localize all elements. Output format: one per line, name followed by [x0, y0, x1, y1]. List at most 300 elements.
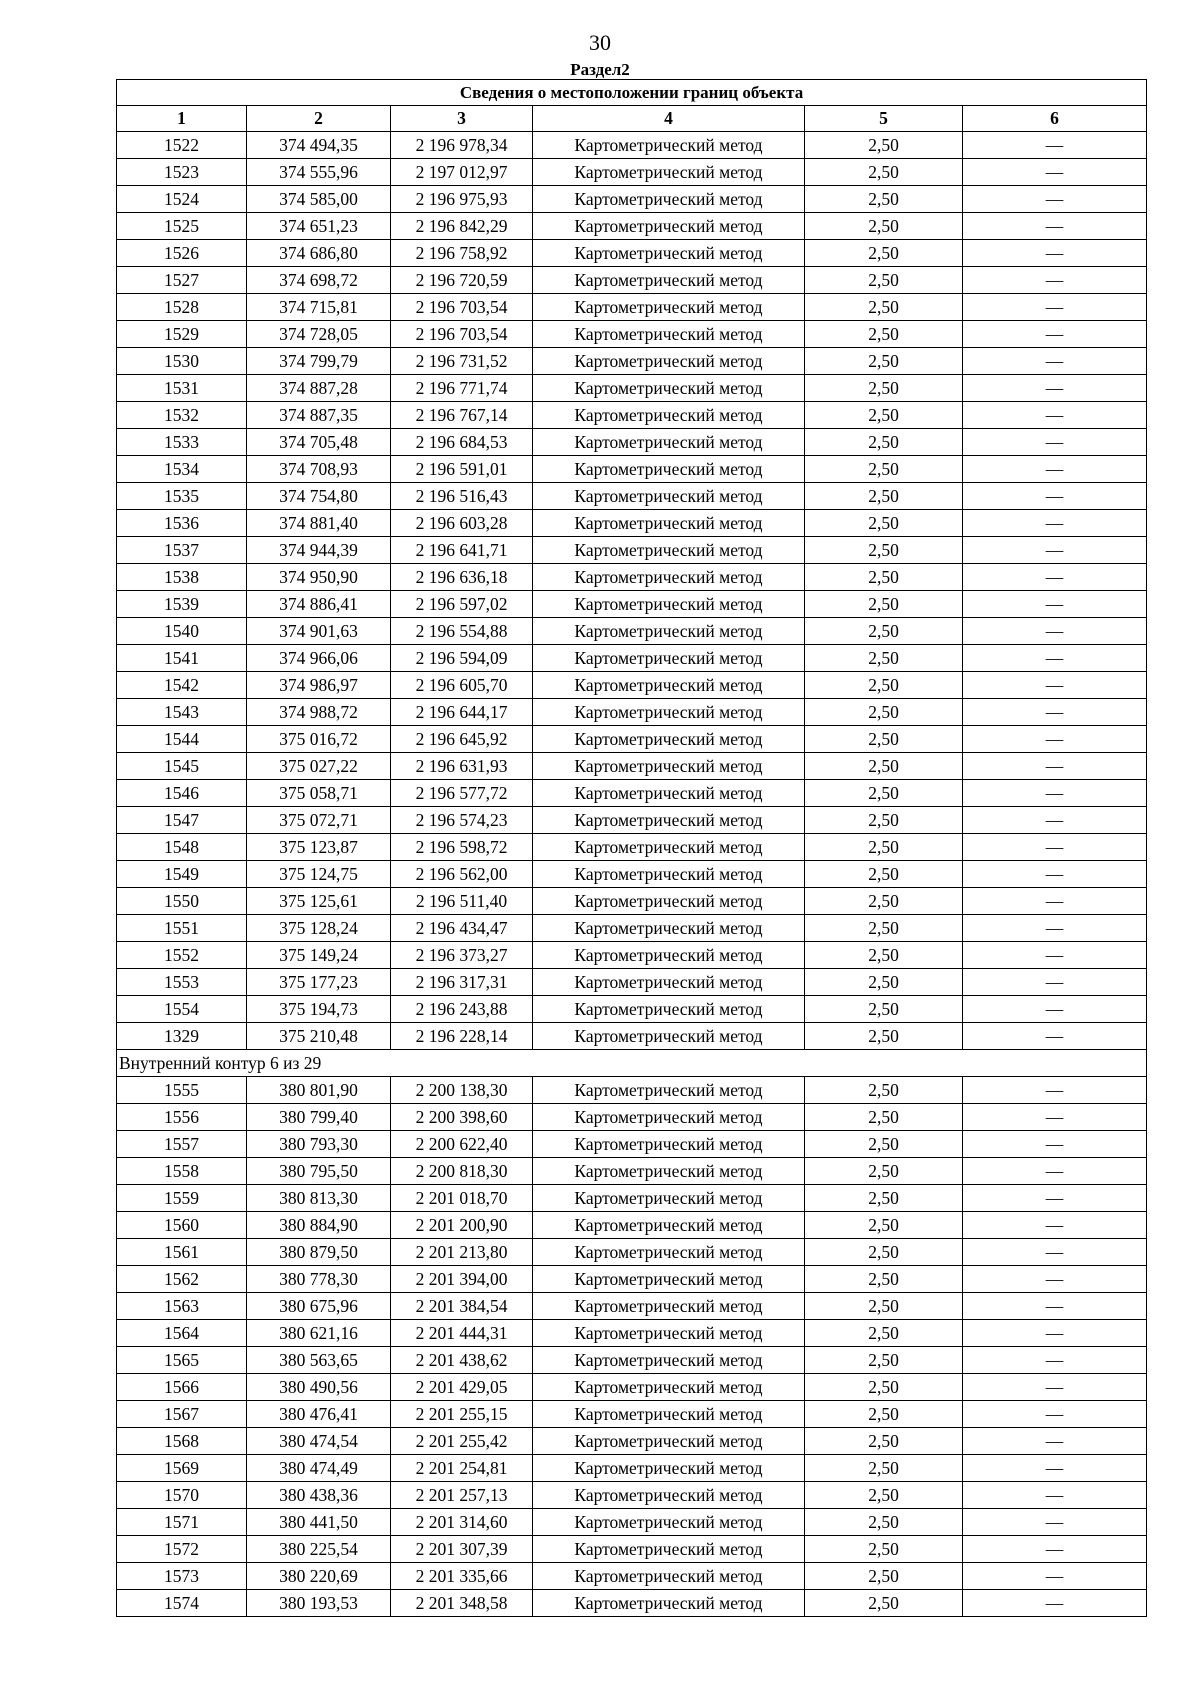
coordinates-table	[116, 79, 1147, 1617]
method-cell: Картометрический метод	[533, 645, 805, 672]
table-row	[117, 1455, 1147, 1482]
y-coordinate-cell: 2 196 511,40	[391, 888, 533, 915]
accuracy-cell: 2,50	[805, 213, 963, 240]
x-coordinate-cell: 380 474,49	[247, 1455, 391, 1482]
table-row	[117, 564, 1147, 591]
table-row	[117, 186, 1147, 213]
y-coordinate-cell: 2 196 317,31	[391, 969, 533, 996]
y-coordinate-cell: 2 196 597,02	[391, 591, 533, 618]
method-cell: Картометрический метод	[533, 375, 805, 402]
method-cell: Картометрический метод	[533, 1347, 805, 1374]
y-coordinate-cell: 2 196 758,92	[391, 240, 533, 267]
table-row	[117, 1293, 1147, 1320]
accuracy-cell: 2,50	[805, 1320, 963, 1347]
table-caption-row	[117, 80, 1147, 106]
y-coordinate-cell: 2 201 335,66	[391, 1563, 533, 1590]
section-title: Раздел2	[570, 60, 630, 79]
table-row	[117, 1131, 1147, 1158]
x-coordinate-cell: 380 884,90	[247, 1212, 391, 1239]
method-cell: Картометрический метод	[533, 1077, 805, 1104]
accuracy-cell: 2,50	[805, 483, 963, 510]
accuracy-cell: 2,50	[805, 1023, 963, 1050]
y-coordinate-cell: 2 196 603,28	[391, 510, 533, 537]
accuracy-cell: 2,50	[805, 1293, 963, 1320]
x-coordinate-cell: 375 016,72	[247, 726, 391, 753]
point-number-cell: 1561	[117, 1239, 247, 1266]
y-coordinate-cell: 2 196 684,53	[391, 429, 533, 456]
method-cell: Картометрический метод	[533, 780, 805, 807]
table-row	[117, 1212, 1147, 1239]
point-number-cell: 1545	[117, 753, 247, 780]
x-coordinate-cell: 374 715,81	[247, 294, 391, 321]
description-cell: —	[963, 834, 1147, 861]
y-coordinate-cell: 2 200 622,40	[391, 1131, 533, 1158]
table-row	[117, 969, 1147, 996]
accuracy-cell: 2,50	[805, 780, 963, 807]
y-coordinate-cell: 2 200 818,30	[391, 1158, 533, 1185]
point-number-cell: 1540	[117, 618, 247, 645]
y-coordinate-cell: 2 196 228,14	[391, 1023, 533, 1050]
accuracy-cell: 2,50	[805, 1482, 963, 1509]
description-cell: —	[963, 1185, 1147, 1212]
description-cell: —	[963, 1212, 1147, 1239]
table-row	[117, 1347, 1147, 1374]
accuracy-cell: 2,50	[805, 1104, 963, 1131]
description-cell: —	[963, 240, 1147, 267]
point-number-cell: 1573	[117, 1563, 247, 1590]
table-row	[117, 1239, 1147, 1266]
accuracy-cell: 2,50	[805, 726, 963, 753]
method-cell: Картометрический метод	[533, 294, 805, 321]
y-coordinate-cell: 2 196 243,88	[391, 996, 533, 1023]
description-cell: —	[963, 969, 1147, 996]
accuracy-cell: 2,50	[805, 1374, 963, 1401]
column-header: 5	[805, 106, 963, 132]
table-row	[117, 1428, 1147, 1455]
description-cell: —	[963, 213, 1147, 240]
method-cell: Картометрический метод	[533, 942, 805, 969]
table-row	[117, 672, 1147, 699]
table-row	[117, 1590, 1147, 1617]
y-coordinate-cell: 2 196 631,93	[391, 753, 533, 780]
y-coordinate-cell: 2 201 255,42	[391, 1428, 533, 1455]
table-row	[117, 1077, 1147, 1104]
table-row	[117, 834, 1147, 861]
y-coordinate-cell: 2 201 384,54	[391, 1293, 533, 1320]
description-cell: —	[963, 1320, 1147, 1347]
point-number-cell: 1536	[117, 510, 247, 537]
point-number-cell: 1526	[117, 240, 247, 267]
x-coordinate-cell: 374 986,97	[247, 672, 391, 699]
accuracy-cell: 2,50	[805, 186, 963, 213]
method-cell: Картометрический метод	[533, 456, 805, 483]
x-coordinate-cell: 375 194,73	[247, 996, 391, 1023]
point-number-cell: 1532	[117, 402, 247, 429]
table-row	[117, 1374, 1147, 1401]
y-coordinate-cell: 2 196 594,09	[391, 645, 533, 672]
y-coordinate-cell: 2 196 598,72	[391, 834, 533, 861]
description-cell: —	[963, 645, 1147, 672]
table-row	[117, 996, 1147, 1023]
x-coordinate-cell: 380 490,56	[247, 1374, 391, 1401]
x-coordinate-cell: 375 177,23	[247, 969, 391, 996]
point-number-cell: 1557	[117, 1131, 247, 1158]
y-coordinate-cell: 2 196 720,59	[391, 267, 533, 294]
y-coordinate-cell: 2 196 645,92	[391, 726, 533, 753]
x-coordinate-cell: 374 686,80	[247, 240, 391, 267]
description-cell: —	[963, 807, 1147, 834]
description-cell: —	[963, 1482, 1147, 1509]
y-coordinate-cell: 2 201 257,13	[391, 1482, 533, 1509]
x-coordinate-cell: 380 879,50	[247, 1239, 391, 1266]
description-cell: —	[963, 1158, 1147, 1185]
accuracy-cell: 2,50	[805, 1401, 963, 1428]
method-cell: Картометрический метод	[533, 1320, 805, 1347]
point-number-cell: 1523	[117, 159, 247, 186]
description-cell: —	[963, 186, 1147, 213]
point-number-cell: 1534	[117, 456, 247, 483]
method-cell: Картометрический метод	[533, 1536, 805, 1563]
point-number-cell: 1571	[117, 1509, 247, 1536]
point-number-cell: 1531	[117, 375, 247, 402]
table-row	[117, 1320, 1147, 1347]
table-row	[117, 294, 1147, 321]
y-coordinate-cell: 2 196 577,72	[391, 780, 533, 807]
x-coordinate-cell: 374 585,00	[247, 186, 391, 213]
table-row	[117, 1185, 1147, 1212]
column-header: 6	[963, 106, 1147, 132]
table-row	[117, 645, 1147, 672]
page-number: 30	[589, 30, 611, 55]
y-coordinate-cell: 2 196 978,34	[391, 132, 533, 159]
contour-label: Внутренний контур 6 из 29	[117, 1050, 1147, 1077]
accuracy-cell: 2,50	[805, 510, 963, 537]
point-number-cell: 1572	[117, 1536, 247, 1563]
accuracy-cell: 2,50	[805, 267, 963, 294]
accuracy-cell: 2,50	[805, 348, 963, 375]
description-cell: —	[963, 888, 1147, 915]
x-coordinate-cell: 380 193,53	[247, 1590, 391, 1617]
description-cell: —	[963, 483, 1147, 510]
accuracy-cell: 2,50	[805, 699, 963, 726]
point-number-cell: 1558	[117, 1158, 247, 1185]
description-cell: —	[963, 1266, 1147, 1293]
description-cell: —	[963, 1401, 1147, 1428]
description-cell: —	[963, 537, 1147, 564]
table-row	[117, 699, 1147, 726]
description-cell: —	[963, 1536, 1147, 1563]
x-coordinate-cell: 380 474,54	[247, 1428, 391, 1455]
accuracy-cell: 2,50	[805, 1131, 963, 1158]
x-coordinate-cell: 374 887,28	[247, 375, 391, 402]
description-cell: —	[963, 375, 1147, 402]
accuracy-cell: 2,50	[805, 1185, 963, 1212]
point-number-cell: 1564	[117, 1320, 247, 1347]
y-coordinate-cell: 2 201 444,31	[391, 1320, 533, 1347]
y-coordinate-cell: 2 201 213,80	[391, 1239, 533, 1266]
accuracy-cell: 2,50	[805, 402, 963, 429]
x-coordinate-cell: 375 027,22	[247, 753, 391, 780]
table-body	[117, 132, 1147, 1617]
point-number-cell: 1544	[117, 726, 247, 753]
point-number-cell: 1554	[117, 996, 247, 1023]
point-number-cell: 1565	[117, 1347, 247, 1374]
description-cell: —	[963, 1104, 1147, 1131]
accuracy-cell: 2,50	[805, 1347, 963, 1374]
accuracy-cell: 2,50	[805, 1563, 963, 1590]
point-number-cell: 1538	[117, 564, 247, 591]
method-cell: Картометрический метод	[533, 888, 805, 915]
description-cell: —	[963, 348, 1147, 375]
point-number-cell: 1555	[117, 1077, 247, 1104]
description-cell: —	[963, 510, 1147, 537]
method-cell: Картометрический метод	[533, 1266, 805, 1293]
description-cell: —	[963, 996, 1147, 1023]
method-cell: Картометрический метод	[533, 807, 805, 834]
y-coordinate-cell: 2 201 200,90	[391, 1212, 533, 1239]
method-cell: Картометрический метод	[533, 1509, 805, 1536]
contour-row	[117, 1050, 1147, 1077]
accuracy-cell: 2,50	[805, 915, 963, 942]
x-coordinate-cell: 374 494,35	[247, 132, 391, 159]
x-coordinate-cell: 380 793,30	[247, 1131, 391, 1158]
method-cell: Картометрический метод	[533, 321, 805, 348]
column-header: 2	[247, 106, 391, 132]
y-coordinate-cell: 2 196 605,70	[391, 672, 533, 699]
description-cell: —	[963, 429, 1147, 456]
description-cell: —	[963, 1590, 1147, 1617]
x-coordinate-cell: 380 621,16	[247, 1320, 391, 1347]
y-coordinate-cell: 2 196 767,14	[391, 402, 533, 429]
table-row	[117, 1158, 1147, 1185]
method-cell: Картометрический метод	[533, 996, 805, 1023]
description-cell: —	[963, 1374, 1147, 1401]
method-cell: Картометрический метод	[533, 1401, 805, 1428]
accuracy-cell: 2,50	[805, 564, 963, 591]
table-row	[117, 456, 1147, 483]
x-coordinate-cell: 375 210,48	[247, 1023, 391, 1050]
x-coordinate-cell: 380 438,36	[247, 1482, 391, 1509]
table-row	[117, 1563, 1147, 1590]
x-coordinate-cell: 380 225,54	[247, 1536, 391, 1563]
method-cell: Картометрический метод	[533, 1104, 805, 1131]
y-coordinate-cell: 2 201 394,00	[391, 1266, 533, 1293]
description-cell: —	[963, 753, 1147, 780]
x-coordinate-cell: 380 441,50	[247, 1509, 391, 1536]
table-row	[117, 915, 1147, 942]
accuracy-cell: 2,50	[805, 429, 963, 456]
description-cell: —	[963, 1455, 1147, 1482]
point-number-cell: 1559	[117, 1185, 247, 1212]
y-coordinate-cell: 2 196 771,74	[391, 375, 533, 402]
x-coordinate-cell: 374 988,72	[247, 699, 391, 726]
accuracy-cell: 2,50	[805, 672, 963, 699]
description-cell: —	[963, 591, 1147, 618]
point-number-cell: 1522	[117, 132, 247, 159]
y-coordinate-cell: 2 201 429,05	[391, 1374, 533, 1401]
accuracy-cell: 2,50	[805, 132, 963, 159]
x-coordinate-cell: 375 124,75	[247, 861, 391, 888]
column-header: 3	[391, 106, 533, 132]
y-coordinate-cell: 2 196 373,27	[391, 942, 533, 969]
x-coordinate-cell: 380 778,30	[247, 1266, 391, 1293]
x-coordinate-cell: 374 944,39	[247, 537, 391, 564]
x-coordinate-cell: 374 705,48	[247, 429, 391, 456]
method-cell: Картометрический метод	[533, 1131, 805, 1158]
description-cell: —	[963, 294, 1147, 321]
x-coordinate-cell: 380 220,69	[247, 1563, 391, 1590]
x-coordinate-cell: 380 799,40	[247, 1104, 391, 1131]
description-cell: —	[963, 402, 1147, 429]
description-cell: —	[963, 1023, 1147, 1050]
point-number-cell: 1551	[117, 915, 247, 942]
table-row	[117, 888, 1147, 915]
accuracy-cell: 2,50	[805, 834, 963, 861]
table-row	[117, 402, 1147, 429]
accuracy-cell: 2,50	[805, 1266, 963, 1293]
point-number-cell: 1562	[117, 1266, 247, 1293]
x-coordinate-cell: 375 072,71	[247, 807, 391, 834]
accuracy-cell: 2,50	[805, 1455, 963, 1482]
y-coordinate-cell: 2 201 255,15	[391, 1401, 533, 1428]
point-number-cell: 1556	[117, 1104, 247, 1131]
description-cell: —	[963, 159, 1147, 186]
table-caption: Сведения о местоположении границ объекта	[117, 80, 1147, 106]
accuracy-cell: 2,50	[805, 1239, 963, 1266]
method-cell: Картометрический метод	[533, 834, 805, 861]
method-cell: Картометрический метод	[533, 591, 805, 618]
y-coordinate-cell: 2 196 731,52	[391, 348, 533, 375]
description-cell: —	[963, 942, 1147, 969]
accuracy-cell: 2,50	[805, 861, 963, 888]
point-number-cell: 1547	[117, 807, 247, 834]
x-coordinate-cell: 374 799,79	[247, 348, 391, 375]
method-cell: Картометрический метод	[533, 159, 805, 186]
accuracy-cell: 2,50	[805, 1428, 963, 1455]
table-row	[117, 213, 1147, 240]
method-cell: Картометрический метод	[533, 861, 805, 888]
table-row	[117, 537, 1147, 564]
description-cell: —	[963, 1347, 1147, 1374]
description-cell: —	[963, 1239, 1147, 1266]
table-row	[117, 483, 1147, 510]
method-cell: Картометрический метод	[533, 267, 805, 294]
point-number-cell: 1552	[117, 942, 247, 969]
point-number-cell: 1528	[117, 294, 247, 321]
x-coordinate-cell: 375 128,24	[247, 915, 391, 942]
y-coordinate-cell: 2 196 554,88	[391, 618, 533, 645]
x-coordinate-cell: 374 886,41	[247, 591, 391, 618]
y-coordinate-cell: 2 201 254,81	[391, 1455, 533, 1482]
description-cell: —	[963, 1428, 1147, 1455]
method-cell: Картометрический метод	[533, 348, 805, 375]
method-cell: Картометрический метод	[533, 402, 805, 429]
method-cell: Картометрический метод	[533, 1239, 805, 1266]
point-number-cell: 1560	[117, 1212, 247, 1239]
table-row	[117, 348, 1147, 375]
table-row	[117, 591, 1147, 618]
description-cell: —	[963, 618, 1147, 645]
method-cell: Картометрический метод	[533, 726, 805, 753]
description-cell: —	[963, 672, 1147, 699]
x-coordinate-cell: 380 795,50	[247, 1158, 391, 1185]
accuracy-cell: 2,50	[805, 807, 963, 834]
point-number-cell: 1537	[117, 537, 247, 564]
y-coordinate-cell: 2 196 591,01	[391, 456, 533, 483]
point-number-cell: 1566	[117, 1374, 247, 1401]
accuracy-cell: 2,50	[805, 753, 963, 780]
point-number-cell: 1524	[117, 186, 247, 213]
y-coordinate-cell: 2 196 644,17	[391, 699, 533, 726]
accuracy-cell: 2,50	[805, 996, 963, 1023]
accuracy-cell: 2,50	[805, 537, 963, 564]
accuracy-cell: 2,50	[805, 1077, 963, 1104]
accuracy-cell: 2,50	[805, 1158, 963, 1185]
accuracy-cell: 2,50	[805, 321, 963, 348]
table-row	[117, 429, 1147, 456]
table-row	[117, 780, 1147, 807]
method-cell: Картометрический метод	[533, 510, 805, 537]
y-coordinate-cell: 2 196 975,93	[391, 186, 533, 213]
accuracy-cell: 2,50	[805, 1212, 963, 1239]
y-coordinate-cell: 2 200 398,60	[391, 1104, 533, 1131]
table-row	[117, 1266, 1147, 1293]
x-coordinate-cell: 375 058,71	[247, 780, 391, 807]
y-coordinate-cell: 2 201 307,39	[391, 1536, 533, 1563]
point-number-cell: 1543	[117, 699, 247, 726]
method-cell: Картометрический метод	[533, 1185, 805, 1212]
y-coordinate-cell: 2 196 703,54	[391, 321, 533, 348]
method-cell: Картометрический метод	[533, 1428, 805, 1455]
table-row	[117, 1104, 1147, 1131]
description-cell: —	[963, 564, 1147, 591]
description-cell: —	[963, 132, 1147, 159]
x-coordinate-cell: 374 698,72	[247, 267, 391, 294]
y-coordinate-cell: 2 196 636,18	[391, 564, 533, 591]
table-row	[117, 1482, 1147, 1509]
method-cell: Картометрический метод	[533, 915, 805, 942]
table-row	[117, 726, 1147, 753]
x-coordinate-cell: 380 801,90	[247, 1077, 391, 1104]
column-number-row	[117, 106, 1147, 132]
point-number-cell: 1541	[117, 645, 247, 672]
table-row	[117, 240, 1147, 267]
table-row	[117, 942, 1147, 969]
point-number-cell: 1563	[117, 1293, 247, 1320]
y-coordinate-cell: 2 196 516,43	[391, 483, 533, 510]
description-cell: —	[963, 267, 1147, 294]
point-number-cell: 1548	[117, 834, 247, 861]
x-coordinate-cell: 374 966,06	[247, 645, 391, 672]
description-cell: —	[963, 780, 1147, 807]
description-cell: —	[963, 861, 1147, 888]
point-number-cell: 1535	[117, 483, 247, 510]
method-cell: Картометрический метод	[533, 483, 805, 510]
table-row	[117, 861, 1147, 888]
method-cell: Картометрический метод	[533, 1293, 805, 1320]
column-header: 1	[117, 106, 247, 132]
point-number-cell: 1550	[117, 888, 247, 915]
method-cell: Картометрический метод	[533, 240, 805, 267]
x-coordinate-cell: 374 901,63	[247, 618, 391, 645]
point-number-cell: 1570	[117, 1482, 247, 1509]
y-coordinate-cell: 2 196 641,71	[391, 537, 533, 564]
table-row	[117, 753, 1147, 780]
method-cell: Картометрический метод	[533, 1590, 805, 1617]
point-number-cell: 1530	[117, 348, 247, 375]
table-row	[117, 132, 1147, 159]
x-coordinate-cell: 375 149,24	[247, 942, 391, 969]
